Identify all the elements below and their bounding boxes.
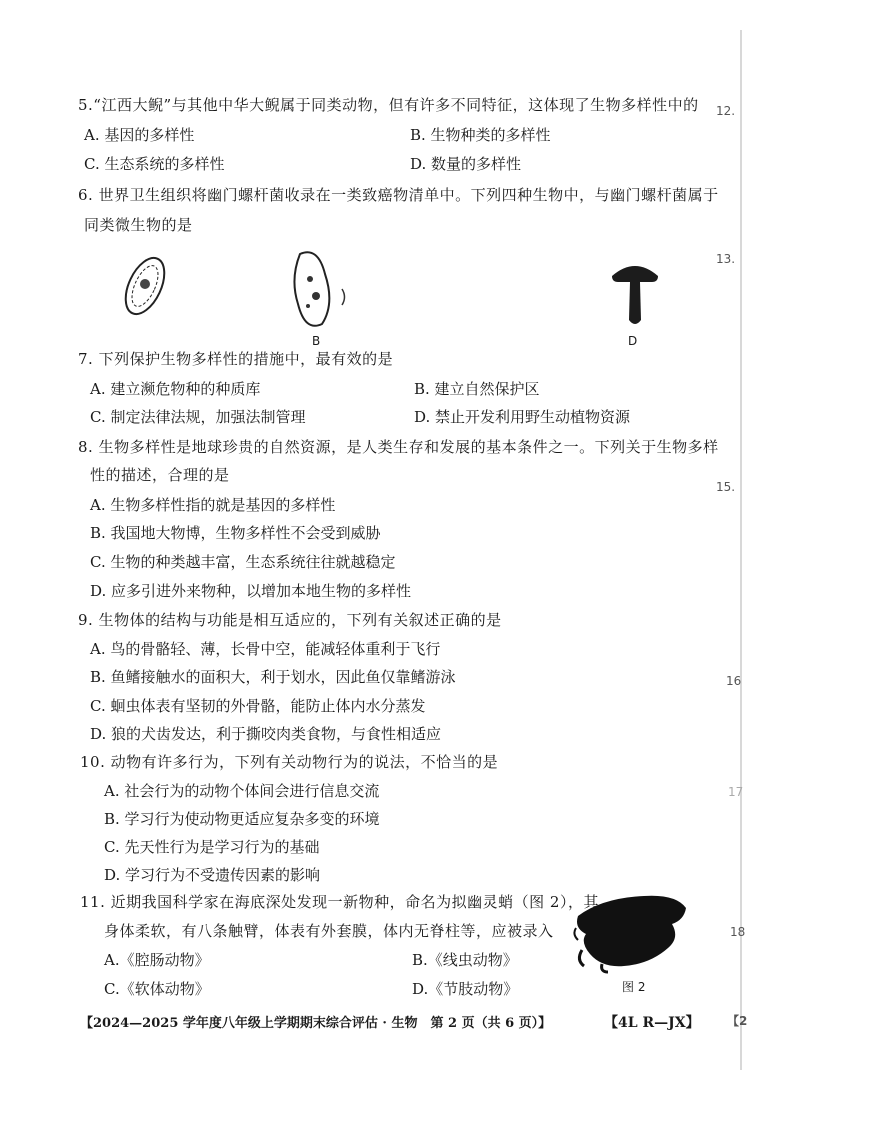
q5-option-b: B. 生物种类的多样性	[410, 126, 551, 144]
q6-figure-d-label: D	[628, 334, 638, 348]
q6-stem-line1: 6. 世界卫生组织将幽门螺杆菌收录在一类致癌物清单中。下列四种生物中，与幽门螺杆菌属于	[78, 186, 719, 204]
q9-stem: 9. 生物体的结构与功能是相互适应的，下列有关叙述正确的是	[78, 611, 502, 629]
q8-option-b: B. 我国地大物博，生物多样性不会受到威胁	[90, 524, 381, 542]
q11-option-c: C.《软体动物》	[104, 980, 210, 998]
q5-stem: 5.“江西大鲵”与其他中华大鲵属于同类动物，但有许多不同特征，这体现了生物多样性中的	[78, 96, 699, 114]
q11-stem-line1: 11. 近期我国科学家在海底深处发现一新物种，命名为拟幽灵蛸（图 2），其	[80, 893, 599, 911]
q6-figure-a-cell	[115, 248, 175, 323]
q10-option-a: A. 社会行为的动物个体间会进行信息交流	[104, 782, 380, 800]
q8-option-a: A. 生物多样性指的就是基因的多样性	[90, 496, 336, 514]
q9-option-c: C. 蛔虫体表有坚韧的外骨骼，能防止体内水分蒸发	[90, 697, 426, 715]
q5-option-c: C. 生态系统的多样性	[84, 155, 225, 173]
margin-number: 16	[726, 674, 742, 688]
q8-option-c: C. 生物的种类越丰富，生态系统往往就越稳定	[90, 553, 396, 571]
margin-number: 13.	[716, 252, 736, 266]
q6-figure-b-cell	[280, 244, 355, 334]
q7-option-a: A. 建立濒危物种的种质库	[90, 380, 261, 398]
q6-figure-d-mushroom	[608, 256, 662, 332]
q6-figure-b-label: B	[312, 334, 321, 348]
q6-stem-line2: 同类微生物的是	[84, 216, 193, 234]
q8-option-d: D. 应多引进外来物种，以增加本地生物的多样性	[90, 582, 412, 600]
q11-option-b: B.《线虫动物》	[412, 951, 518, 969]
q11-option-a: A.《腔肠动物》	[104, 951, 210, 969]
q7-option-c: C. 制定法律法规，加强法制管理	[90, 408, 306, 426]
q8-stem-line2: 性的描述，合理的是	[90, 466, 230, 484]
margin-number: 【2	[727, 1014, 748, 1028]
q9-option-b: B. 鱼鳍接触水的面积大，利于划水，因此鱼仅靠鳍游泳	[90, 668, 456, 686]
margin-number: 12.	[716, 104, 736, 118]
q7-option-b: B. 建立自然保护区	[414, 380, 540, 398]
q5-option-d: D. 数量的多样性	[410, 155, 522, 173]
q11-option-d: D.《节肢动物》	[412, 980, 519, 998]
q10-option-d: D. 学习行为不受遗传因素的影响	[104, 866, 321, 884]
margin-number: 18	[730, 925, 746, 939]
q10-option-c: C. 先天性行为是学习行为的基础	[104, 838, 320, 856]
q9-option-a: A. 鸟的骨骼轻、薄，长骨中空，能减轻体重利于飞行	[90, 640, 441, 658]
q11-stem-line2: 身体柔软，有八条触臂，体表有外套膜，体内无脊柱等，应被录入	[104, 922, 554, 940]
margin-number: 15.	[716, 480, 736, 494]
q10-stem: 10. 动物有许多行为，下列有关动物行为的说法，不恰当的是	[80, 753, 499, 771]
page-footer-info: 【2024—2025 学年度八年级上学期期末综合评估 · 生物 第 2 页（共 6 页）】	[80, 1016, 552, 1031]
q5-option-a: A. 基因的多样性	[84, 126, 195, 144]
q11-figure-octopus	[572, 890, 692, 974]
page-edge-divider	[740, 30, 742, 1070]
margin-number: 17	[728, 785, 744, 799]
page-footer-code: 【4L R—JX】	[604, 1015, 700, 1031]
q11-figure-caption: 图 2	[622, 980, 646, 994]
q9-option-d: D. 狼的犬齿发达，利于撕咬肉类食物，与食性相适应	[90, 725, 442, 743]
q10-option-b: B. 学习行为使动物更适应复杂多变的环境	[104, 810, 380, 828]
q7-stem: 7. 下列保护生物多样性的措施中，最有效的是	[78, 350, 394, 368]
q7-option-d: D. 禁止开发利用野生动植物资源	[414, 408, 631, 426]
q8-stem-line1: 8. 生物多样性是地球珍贵的自然资源，是人类生存和发展的基本条件之一。下列关于生物多样	[78, 438, 719, 456]
